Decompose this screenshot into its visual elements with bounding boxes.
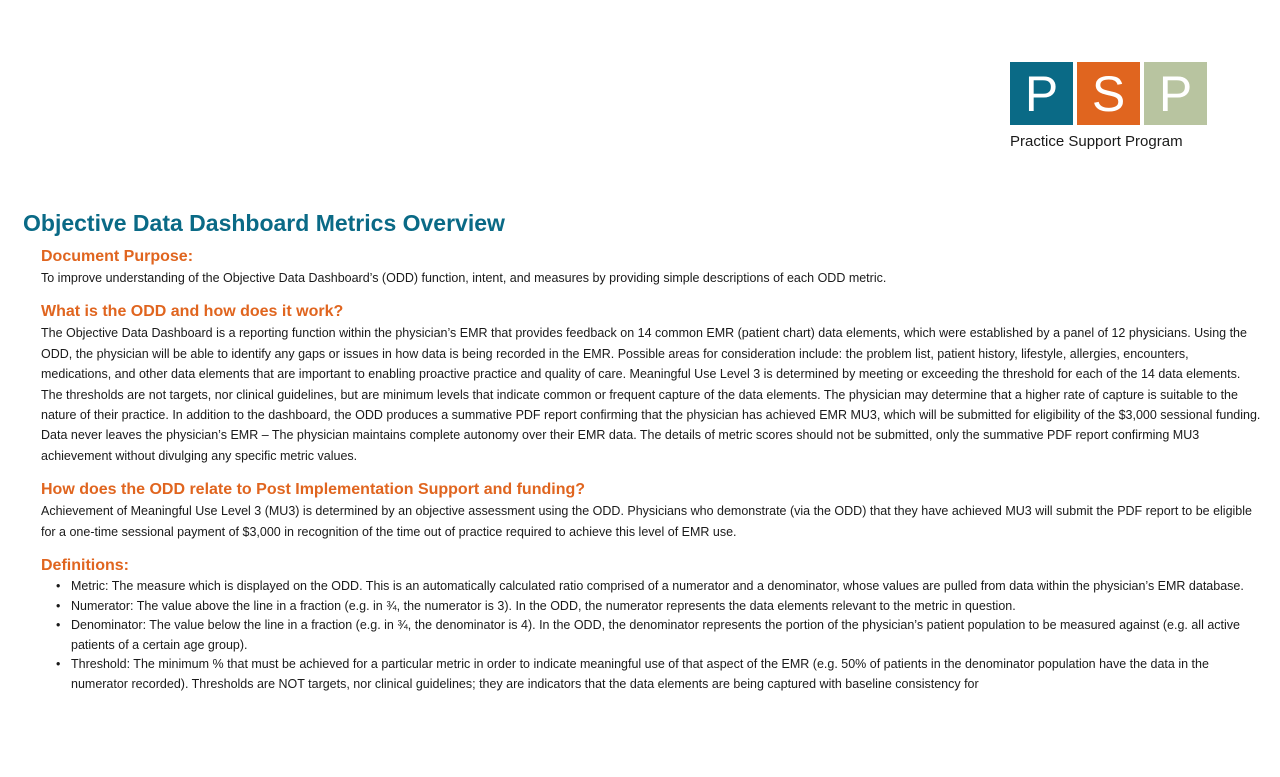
bullet-icon: • (56, 618, 61, 633)
logo-tile-s: S (1077, 62, 1140, 125)
definition-denominator (41, 616, 1261, 655)
definitions-list (41, 577, 1261, 694)
document-body (41, 246, 1261, 694)
logo-text: Practice Support Program (1010, 133, 1183, 150)
definition-text: Numerator: The value above the line in a fraction (e.g. in ¾, the numerator is 3). In the ODD, the numerator represents the data elements relevant to the metric in question. (71, 598, 1016, 613)
definition-text: Denominator: The value below the line in a fraction (e.g. in ¾, the denominator is 4). In the ODD, the denominator represents the portion of the physician’s patient population to be measured against (e.g. all active patients of a certain age group). (71, 618, 1240, 652)
definition-text: Threshold: The minimum % that must be achieved for a particular metric in order to indicate meaningful use of that aspect of the EMR (e.g. 50% of patients in the denominator population have the data in the numerator recorded). Thresholds are NOT targets, nor clinical guidelines; they are indicators that the data elements are being captured with baseline consistency for (71, 657, 1209, 691)
logo-tile-p1: P (1010, 62, 1073, 125)
what-text: The Objective Data Dashboard is a reporting function within the physician’s EMR that provides feedback on 14 common EMR (patient chart) data elements, which were established by a panel of 12 physicians. Using the ODD, the physician will be able to identify any gaps or issues in how data is being recorded in the EMR. Possible areas for consideration include: the problem list, patient history, lifestyle, allergies, encounters, medications, and other data elements that are important to enabling proactive practice and quality of care. Meaningful Use Level 3 is determined by meeting or exceeding the threshold for each of the 14 data elements. The thresholds are not targets, nor clinical guidelines, but are minimum levels that indicate common or frequent capture of the data elements. The physician may determine that a higher rate of capture is suitable to the nature of their practice. In addition to the dashboard, the ODD produces a summative PDF report confirming that the physician has achieved EMR MU3, which will be submitted for eligibility of the $3,000 sessional funding. Data never leaves the physician’s EMR – The physician maintains complete autonomy over their EMR data. The details of metric scores should not be submitted, only the summative PDF report confirming MU3 achievement without divulging any specific metric values. (41, 326, 1261, 463)
bullet-icon: • (56, 598, 61, 613)
relate-text: Achievement of Meaningful Use Level 3 (MU3) is determined by an objective assessment using the ODD. Physicians who demonstrate (via the ODD) that they have achieved MU3 will submit the PDF report to be eligible for a one-time sessional payment of $3,000 in recognition of the time out of practice required to achieve this level of EMR use. (41, 504, 1252, 539)
bullet-icon: • (56, 579, 61, 594)
logo-tile-p2: P (1144, 62, 1207, 125)
what-heading: What is the ODD and how does it work? (41, 303, 344, 321)
definition-numerator (41, 597, 1261, 617)
definition-metric (41, 577, 1261, 597)
relate-heading: How does the ODD relate to Post Implementation Support and funding? (41, 481, 586, 499)
definitions-heading: Definitions: (41, 557, 129, 575)
purpose-text: To improve understanding of the Objective Data Dashboard’s (ODD) function, intent, and measures by providing simple descriptions of each ODD metric. (41, 271, 887, 285)
definition-threshold (41, 655, 1261, 694)
logo-tiles (1010, 62, 1220, 125)
document-title: Objective Data Dashboard Metrics Overview (23, 210, 505, 236)
psp-logo (1010, 62, 1220, 150)
bullet-icon: • (56, 657, 61, 672)
purpose-heading: Document Purpose: (41, 248, 194, 265)
definition-text: Metric: The measure which is displayed on the ODD. This is an automatically calculated ratio comprised of a numerator and a denominator, whose values are pulled from data within the physician’s EMR database. (71, 579, 1244, 594)
